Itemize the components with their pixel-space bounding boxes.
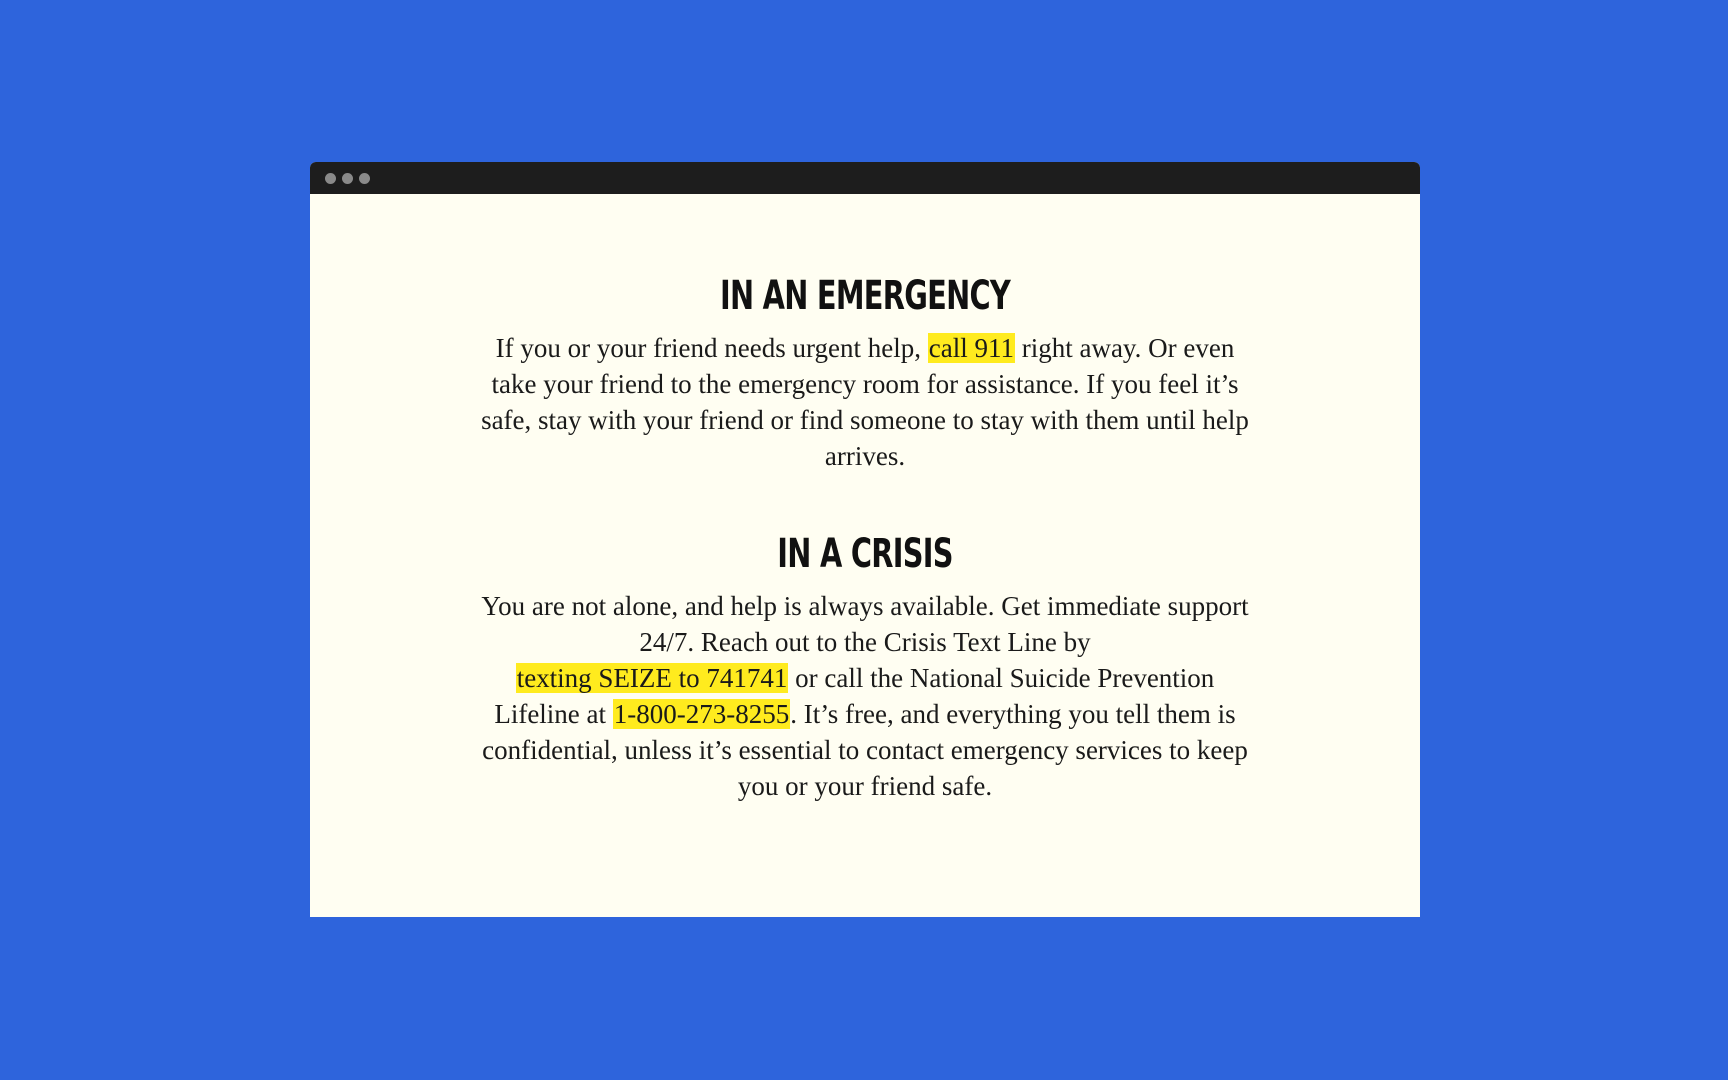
crisis-text-2: or call the National Suicide Prevention Lifeline at xyxy=(494,663,1215,729)
window-dot-icon[interactable] xyxy=(359,173,370,184)
emergency-section xyxy=(475,194,1255,474)
emergency-paragraph xyxy=(475,330,1255,474)
emergency-heading: IN AN EMERGENCY xyxy=(719,273,1011,319)
crisis-text-1: You are not alone, and help is always available. Get immediate support 24/7. Reach out to the Crisis Text Line by xyxy=(481,591,1249,657)
emergency-text-after: right away. Or even take your friend to the emergency room for assistance. If you feel it’s safe, stay with your friend or find someone to stay with them until help arrives. xyxy=(481,333,1249,471)
lifeline-phone-link[interactable]: 1-800-273-8255 xyxy=(613,699,790,729)
window-dot-icon[interactable] xyxy=(342,173,353,184)
call-911-link[interactable]: call 911 xyxy=(928,333,1014,363)
window-dot-icon[interactable] xyxy=(325,173,336,184)
page-content xyxy=(475,194,1255,804)
text-seize-link[interactable]: texting SEIZE to 741741 xyxy=(516,663,788,693)
crisis-paragraph xyxy=(475,588,1255,804)
emergency-text-before: If you or your friend needs urgent help, xyxy=(495,333,928,363)
crisis-text-3: . It’s free, and everything you tell them is confidential, unless it’s essential to contact emergency services to keep you or your friend safe. xyxy=(482,699,1248,801)
crisis-section xyxy=(475,474,1255,804)
browser-window xyxy=(310,162,1420,917)
window-titlebar xyxy=(310,162,1420,194)
crisis-heading: IN A CRISIS xyxy=(777,531,953,577)
